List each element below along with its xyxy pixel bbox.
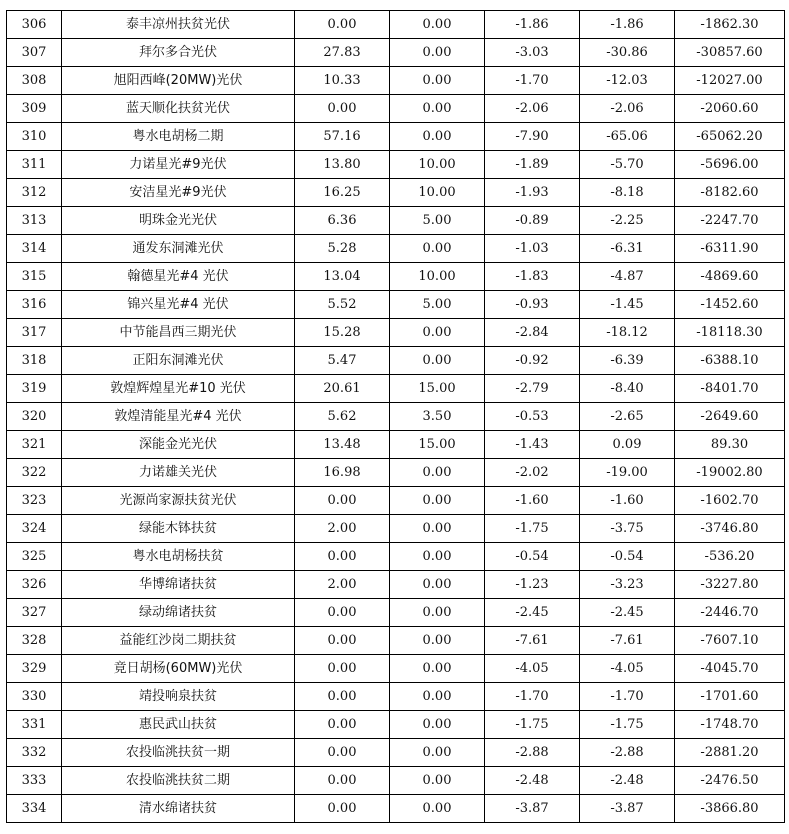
value-cell-4: -8.18	[580, 179, 675, 207]
value-cell-5: -6311.90	[675, 235, 785, 263]
value-cell-5: -30857.60	[675, 39, 785, 67]
value-cell-4: -18.12	[580, 319, 675, 347]
value-cell-1: 0.00	[295, 767, 390, 795]
station-name-cell: 锦兴星光#4 光伏	[62, 291, 295, 319]
table-row	[7, 599, 785, 627]
station-name-cell: 绿动绵诸扶贫	[62, 599, 295, 627]
table-row	[7, 711, 785, 739]
row-number-cell: 327	[7, 599, 62, 627]
station-name-cell: 华博绵诸扶贫	[62, 571, 295, 599]
value-cell-1: 0.00	[295, 599, 390, 627]
row-number-cell: 324	[7, 515, 62, 543]
value-cell-5: -8182.60	[675, 179, 785, 207]
value-cell-1: 0.00	[295, 795, 390, 823]
row-number-cell: 330	[7, 683, 62, 711]
table-row	[7, 11, 785, 39]
value-cell-4: -2.25	[580, 207, 675, 235]
value-cell-2: 0.00	[390, 347, 485, 375]
value-cell-2: 0.00	[390, 795, 485, 823]
value-cell-3: -3.03	[485, 39, 580, 67]
value-cell-4: -3.87	[580, 795, 675, 823]
value-cell-1: 57.16	[295, 123, 390, 151]
table-row	[7, 543, 785, 571]
value-cell-1: 13.48	[295, 431, 390, 459]
value-cell-3: -1.70	[485, 67, 580, 95]
value-cell-1: 5.52	[295, 291, 390, 319]
value-cell-3: -1.03	[485, 235, 580, 263]
value-cell-4: -6.39	[580, 347, 675, 375]
value-cell-4: -30.86	[580, 39, 675, 67]
value-cell-1: 13.04	[295, 263, 390, 291]
value-cell-5: -3746.80	[675, 515, 785, 543]
value-cell-3: -7.90	[485, 123, 580, 151]
value-cell-4: -1.75	[580, 711, 675, 739]
table-row	[7, 39, 785, 67]
value-cell-1: 13.80	[295, 151, 390, 179]
value-cell-1: 16.98	[295, 459, 390, 487]
station-name-cell: 敦煌辉煌星光#10 光伏	[62, 375, 295, 403]
value-cell-1: 0.00	[295, 739, 390, 767]
value-cell-5: -2247.70	[675, 207, 785, 235]
value-cell-3: -1.23	[485, 571, 580, 599]
station-name-cell: 旭阳西峰(20MW)光伏	[62, 67, 295, 95]
value-cell-1: 0.00	[295, 683, 390, 711]
value-cell-3: -1.43	[485, 431, 580, 459]
value-cell-5: -1862.30	[675, 11, 785, 39]
value-cell-2: 0.00	[390, 599, 485, 627]
value-cell-4: -0.54	[580, 543, 675, 571]
value-cell-2: 0.00	[390, 767, 485, 795]
value-cell-5: -8401.70	[675, 375, 785, 403]
station-name-cell: 正阳东洞滩光伏	[62, 347, 295, 375]
value-cell-5: -6388.10	[675, 347, 785, 375]
value-cell-3: -2.84	[485, 319, 580, 347]
table-row	[7, 459, 785, 487]
value-cell-2: 0.00	[390, 543, 485, 571]
table-row	[7, 347, 785, 375]
station-name-cell: 农投临洮扶贫二期	[62, 767, 295, 795]
value-cell-2: 0.00	[390, 235, 485, 263]
row-number-cell: 314	[7, 235, 62, 263]
station-name-cell: 力诺星光#9光伏	[62, 151, 295, 179]
value-cell-3: -1.86	[485, 11, 580, 39]
value-cell-3: -2.79	[485, 375, 580, 403]
station-name-cell: 靖投响泉扶贫	[62, 683, 295, 711]
value-cell-4: -6.31	[580, 235, 675, 263]
table-row	[7, 263, 785, 291]
value-cell-4: -4.05	[580, 655, 675, 683]
value-cell-4: -12.03	[580, 67, 675, 95]
value-cell-2: 0.00	[390, 683, 485, 711]
station-name-cell: 深能金光光伏	[62, 431, 295, 459]
value-cell-2: 0.00	[390, 571, 485, 599]
value-cell-1: 16.25	[295, 179, 390, 207]
value-cell-2: 0.00	[390, 459, 485, 487]
station-name-cell: 惠民武山扶贫	[62, 711, 295, 739]
table-row	[7, 95, 785, 123]
value-cell-4: -2.06	[580, 95, 675, 123]
value-cell-3: -1.83	[485, 263, 580, 291]
data-table	[6, 10, 785, 823]
value-cell-2: 15.00	[390, 375, 485, 403]
row-number-cell: 323	[7, 487, 62, 515]
value-cell-5: -2446.70	[675, 599, 785, 627]
table-row	[7, 67, 785, 95]
value-cell-2: 10.00	[390, 151, 485, 179]
value-cell-1: 2.00	[295, 571, 390, 599]
table-row	[7, 375, 785, 403]
station-name-cell: 清水绵诸扶贫	[62, 795, 295, 823]
value-cell-2: 0.00	[390, 123, 485, 151]
station-name-cell: 翰德星光#4 光伏	[62, 263, 295, 291]
value-cell-4: -2.45	[580, 599, 675, 627]
row-number-cell: 307	[7, 39, 62, 67]
value-cell-4: -7.61	[580, 627, 675, 655]
value-cell-1: 27.83	[295, 39, 390, 67]
station-name-cell: 粤水电胡杨扶贫	[62, 543, 295, 571]
row-number-cell: 308	[7, 67, 62, 95]
value-cell-5: -4045.70	[675, 655, 785, 683]
value-cell-5: -1452.60	[675, 291, 785, 319]
value-cell-4: -4.87	[580, 263, 675, 291]
table-row	[7, 207, 785, 235]
station-name-cell: 力诺雄关光伏	[62, 459, 295, 487]
station-name-cell: 农投临洮扶贫一期	[62, 739, 295, 767]
value-cell-1: 0.00	[295, 655, 390, 683]
value-cell-3: -0.92	[485, 347, 580, 375]
value-cell-5: -536.20	[675, 543, 785, 571]
value-cell-1: 0.00	[295, 11, 390, 39]
value-cell-2: 0.00	[390, 515, 485, 543]
value-cell-5: -3227.80	[675, 571, 785, 599]
value-cell-5: -2476.50	[675, 767, 785, 795]
value-cell-2: 0.00	[390, 627, 485, 655]
value-cell-5: 89.30	[675, 431, 785, 459]
row-number-cell: 334	[7, 795, 62, 823]
value-cell-5: -2060.60	[675, 95, 785, 123]
row-number-cell: 331	[7, 711, 62, 739]
station-name-cell: 泰丰凉州扶贫光伏	[62, 11, 295, 39]
value-cell-5: -19002.80	[675, 459, 785, 487]
station-name-cell: 安洁星光#9光伏	[62, 179, 295, 207]
value-cell-3: -7.61	[485, 627, 580, 655]
station-name-cell: 敦煌清能星光#4 光伏	[62, 403, 295, 431]
value-cell-5: -7607.10	[675, 627, 785, 655]
row-number-cell: 329	[7, 655, 62, 683]
value-cell-3: -1.75	[485, 711, 580, 739]
value-cell-2: 0.00	[390, 11, 485, 39]
value-cell-3: -2.45	[485, 599, 580, 627]
value-cell-1: 0.00	[295, 543, 390, 571]
value-cell-4: -19.00	[580, 459, 675, 487]
value-cell-1: 15.28	[295, 319, 390, 347]
table-row	[7, 179, 785, 207]
value-cell-1: 0.00	[295, 487, 390, 515]
station-name-cell: 绿能木钵扶贫	[62, 515, 295, 543]
row-number-cell: 317	[7, 319, 62, 347]
value-cell-4: -1.86	[580, 11, 675, 39]
row-number-cell: 333	[7, 767, 62, 795]
table-row	[7, 291, 785, 319]
value-cell-2: 3.50	[390, 403, 485, 431]
value-cell-3: -0.93	[485, 291, 580, 319]
value-cell-1: 10.33	[295, 67, 390, 95]
value-cell-3: -1.89	[485, 151, 580, 179]
row-number-cell: 320	[7, 403, 62, 431]
value-cell-5: -5696.00	[675, 151, 785, 179]
value-cell-3: -2.48	[485, 767, 580, 795]
value-cell-5: -2881.20	[675, 739, 785, 767]
table-row	[7, 123, 785, 151]
station-name-cell: 中节能昌西三期光伏	[62, 319, 295, 347]
row-number-cell: 306	[7, 11, 62, 39]
station-name-cell: 粤水电胡杨二期	[62, 123, 295, 151]
value-cell-2: 15.00	[390, 431, 485, 459]
table-row	[7, 655, 785, 683]
value-cell-2: 10.00	[390, 263, 485, 291]
row-number-cell: 309	[7, 95, 62, 123]
station-name-cell: 通发东洞滩光伏	[62, 235, 295, 263]
value-cell-2: 0.00	[390, 711, 485, 739]
value-cell-5: -4869.60	[675, 263, 785, 291]
value-cell-2: 0.00	[390, 39, 485, 67]
table-row	[7, 151, 785, 179]
table-row	[7, 431, 785, 459]
value-cell-4: -1.70	[580, 683, 675, 711]
row-number-cell: 311	[7, 151, 62, 179]
value-cell-3: -2.02	[485, 459, 580, 487]
value-cell-3: -2.06	[485, 95, 580, 123]
row-number-cell: 328	[7, 627, 62, 655]
value-cell-4: 0.09	[580, 431, 675, 459]
value-cell-3: -3.87	[485, 795, 580, 823]
value-cell-4: -8.40	[580, 375, 675, 403]
value-cell-1: 6.36	[295, 207, 390, 235]
value-cell-4: -1.45	[580, 291, 675, 319]
value-cell-5: -18118.30	[675, 319, 785, 347]
station-name-cell: 益能红沙岗二期扶贫	[62, 627, 295, 655]
value-cell-2: 5.00	[390, 291, 485, 319]
table-row	[7, 319, 785, 347]
value-cell-5: -65062.20	[675, 123, 785, 151]
value-cell-5: -1748.70	[675, 711, 785, 739]
value-cell-1: 5.62	[295, 403, 390, 431]
value-cell-4: -65.06	[580, 123, 675, 151]
station-name-cell: 拜尔多合光伏	[62, 39, 295, 67]
table-body	[7, 11, 785, 823]
value-cell-5: -1602.70	[675, 487, 785, 515]
table-row	[7, 627, 785, 655]
value-cell-2: 0.00	[390, 655, 485, 683]
value-cell-1: 0.00	[295, 95, 390, 123]
table-row	[7, 683, 785, 711]
value-cell-1: 2.00	[295, 515, 390, 543]
value-cell-3: -0.53	[485, 403, 580, 431]
value-cell-4: -2.88	[580, 739, 675, 767]
table-row	[7, 515, 785, 543]
table-row	[7, 487, 785, 515]
value-cell-2: 0.00	[390, 67, 485, 95]
value-cell-2: 0.00	[390, 739, 485, 767]
value-cell-2: 0.00	[390, 319, 485, 347]
value-cell-5: -3866.80	[675, 795, 785, 823]
value-cell-5: -1701.60	[675, 683, 785, 711]
value-cell-5: -2649.60	[675, 403, 785, 431]
value-cell-2: 10.00	[390, 179, 485, 207]
row-number-cell: 310	[7, 123, 62, 151]
value-cell-1: 20.61	[295, 375, 390, 403]
row-number-cell: 312	[7, 179, 62, 207]
value-cell-2: 0.00	[390, 487, 485, 515]
station-name-cell: 竟日胡杨(60MW)光伏	[62, 655, 295, 683]
value-cell-3: -1.93	[485, 179, 580, 207]
value-cell-1: 0.00	[295, 627, 390, 655]
table-row	[7, 571, 785, 599]
row-number-cell: 313	[7, 207, 62, 235]
value-cell-1: 0.00	[295, 711, 390, 739]
row-number-cell: 318	[7, 347, 62, 375]
value-cell-4: -5.70	[580, 151, 675, 179]
value-cell-3: -1.75	[485, 515, 580, 543]
station-name-cell: 蓝天顺化扶贫光伏	[62, 95, 295, 123]
row-number-cell: 316	[7, 291, 62, 319]
value-cell-4: -3.75	[580, 515, 675, 543]
table-row	[7, 235, 785, 263]
value-cell-2: 5.00	[390, 207, 485, 235]
station-name-cell: 明珠金光光伏	[62, 207, 295, 235]
value-cell-1: 5.28	[295, 235, 390, 263]
row-number-cell: 321	[7, 431, 62, 459]
value-cell-3: -2.88	[485, 739, 580, 767]
table-row	[7, 403, 785, 431]
value-cell-5: -12027.00	[675, 67, 785, 95]
row-number-cell: 332	[7, 739, 62, 767]
value-cell-3: -0.89	[485, 207, 580, 235]
row-number-cell: 322	[7, 459, 62, 487]
table-row	[7, 767, 785, 795]
value-cell-3: -0.54	[485, 543, 580, 571]
row-number-cell: 325	[7, 543, 62, 571]
value-cell-3: -1.70	[485, 683, 580, 711]
station-name-cell: 光源尚家源扶贫光伏	[62, 487, 295, 515]
value-cell-3: -4.05	[485, 655, 580, 683]
value-cell-4: -2.48	[580, 767, 675, 795]
table-row	[7, 795, 785, 823]
table-row	[7, 739, 785, 767]
value-cell-4: -1.60	[580, 487, 675, 515]
value-cell-2: 0.00	[390, 95, 485, 123]
value-cell-4: -2.65	[580, 403, 675, 431]
value-cell-4: -3.23	[580, 571, 675, 599]
value-cell-1: 5.47	[295, 347, 390, 375]
value-cell-3: -1.60	[485, 487, 580, 515]
row-number-cell: 319	[7, 375, 62, 403]
row-number-cell: 326	[7, 571, 62, 599]
row-number-cell: 315	[7, 263, 62, 291]
